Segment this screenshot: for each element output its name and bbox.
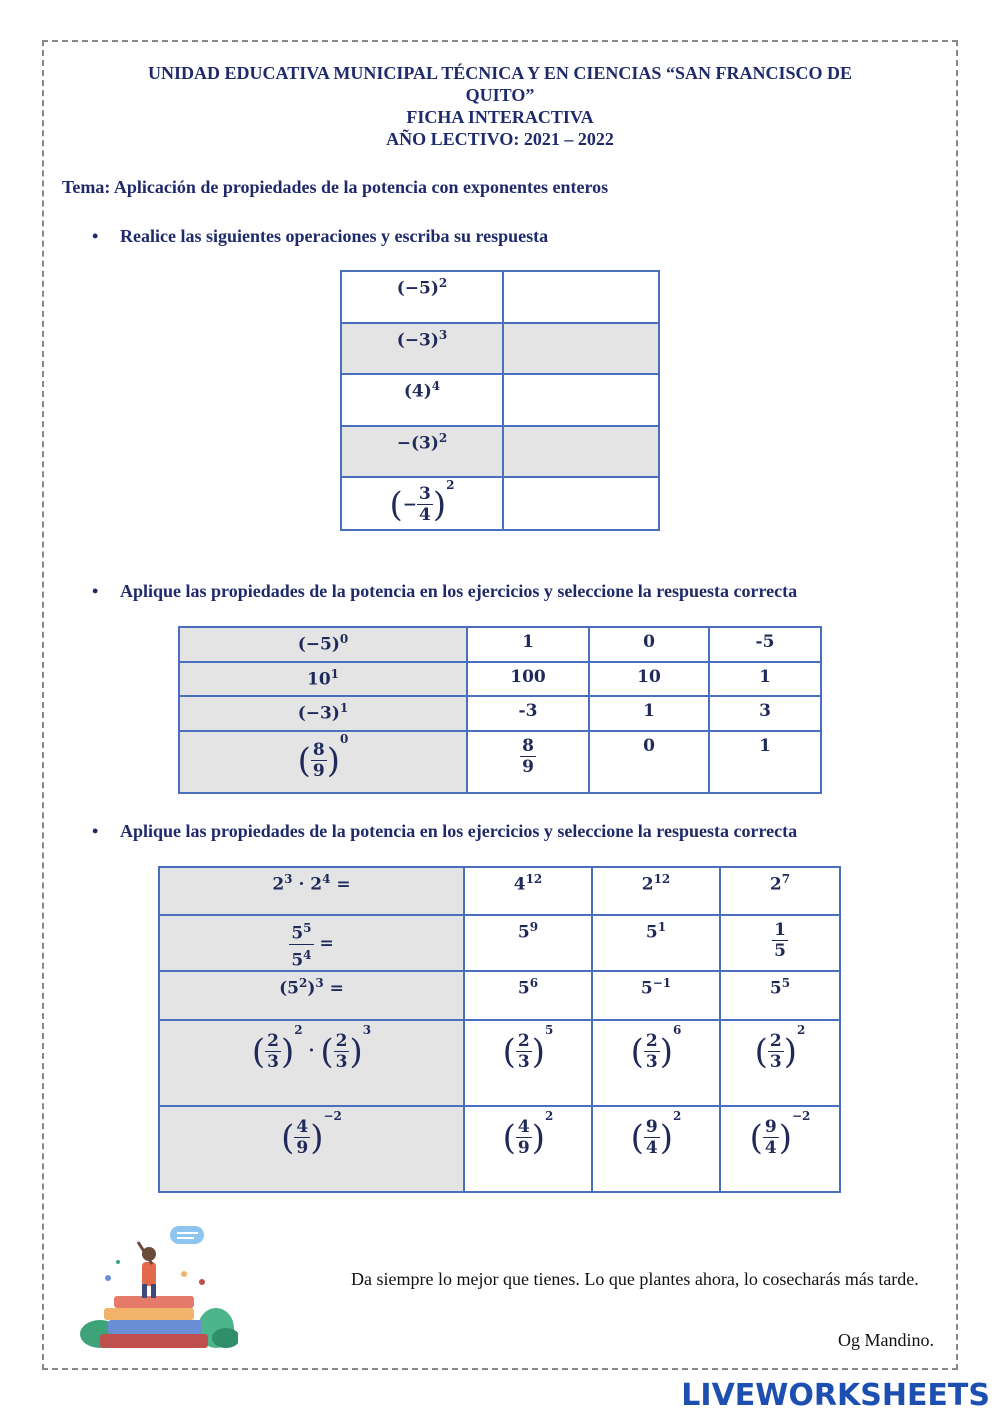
expression-cell: ( $\frac{2}{3}$ ) $^2$ · ( $\frac{2}{3}$ ) $^3$ xyxy=(159,1020,464,1106)
option-cell[interactable]: $\frac{1}{5}$ xyxy=(720,915,840,971)
expression-cell: $(-3)^1$ xyxy=(179,696,467,731)
option-cell[interactable]: 3 xyxy=(709,696,821,731)
option-cell[interactable]: $2^7$ xyxy=(720,867,840,915)
option-cell[interactable]: ( $\frac{9}{4}$ ) $^{-2}$ xyxy=(720,1106,840,1192)
option-cell[interactable]: ( $\frac{9}{4}$ ) $^2$ xyxy=(592,1106,720,1192)
option-cell[interactable]: 1 xyxy=(709,662,821,696)
expression-cell: $10^1$ xyxy=(179,662,467,696)
header-line-3: FICHA INTERACTIVA xyxy=(406,107,594,127)
option-cell[interactable]: $\frac{8}{9}$ xyxy=(467,731,589,793)
option-cell[interactable]: $5^6$ xyxy=(464,971,592,1020)
option-cell[interactable]: $5^{-1}$ xyxy=(592,971,720,1020)
section2-instruction: • Aplique las propiedades de la potencia en los ejercicios y seleccione la respuesta correcta xyxy=(92,581,798,601)
table-row xyxy=(341,271,659,323)
table-row xyxy=(179,731,821,793)
section1-table xyxy=(340,270,660,531)
expression-cell: $(-5)^0$ xyxy=(179,627,467,662)
table-row xyxy=(179,662,821,696)
answer-input[interactable] xyxy=(503,271,659,323)
option-cell[interactable]: -3 xyxy=(467,696,589,731)
option-cell[interactable]: 100 xyxy=(467,662,589,696)
option-cell[interactable]: ( $\frac{2}{3}$ ) $^2$ xyxy=(720,1020,840,1106)
header-line-1: UNIDAD EDUCATIVA MUNICIPAL TÉCNICA Y EN CIENCIAS “SAN FRANCISCO DE xyxy=(148,63,852,83)
option-cell[interactable]: ( $\frac{4}{9}$ ) $^2$ xyxy=(464,1106,592,1192)
option-cell[interactable]: $5^9$ xyxy=(464,915,592,971)
table-row xyxy=(159,1106,840,1192)
option-cell[interactable]: $5^1$ xyxy=(592,915,720,971)
bullet-icon: • xyxy=(92,581,99,601)
expression-cell: ( $\frac{4}{9}$ ) $^{-2}$ xyxy=(159,1106,464,1192)
expression-cell: $2^3 \cdot 2^4$ = xyxy=(159,867,464,915)
expression-cell: $(5^2)^3$ = xyxy=(159,971,464,1020)
expression-cell: $-(3)^2$ xyxy=(341,426,503,477)
expression-cell: $\frac{5^5}{5^4}$ = xyxy=(159,915,464,971)
table-row xyxy=(159,867,840,915)
option-cell[interactable]: 1 xyxy=(709,731,821,793)
table-row xyxy=(179,696,821,731)
logo-text: LIVEWORKSHEETS xyxy=(681,1378,990,1413)
answer-input[interactable] xyxy=(503,477,659,530)
section3-instruction: • Aplique las propiedades de la potencia en los ejercicios y seleccione la respuesta correcta xyxy=(92,821,798,841)
table-row xyxy=(159,915,840,971)
table-row xyxy=(341,374,659,426)
liveworksheets-logo xyxy=(681,1378,990,1413)
option-cell[interactable]: $5^5$ xyxy=(720,971,840,1020)
header-line-2: QUITO” xyxy=(465,85,535,105)
section2-table xyxy=(178,626,822,794)
option-cell[interactable]: 10 xyxy=(589,662,709,696)
answer-input[interactable] xyxy=(503,426,659,477)
section1-instruction: • Realice las siguientes operaciones y escriba su respuesta xyxy=(92,226,549,246)
table-row xyxy=(341,323,659,374)
topic-title: Tema: Aplicación de propiedades de la potencia con exponentes enteros xyxy=(62,177,609,197)
answer-input[interactable] xyxy=(503,374,659,426)
expression-cell: ( $\frac{8}{9}$ ) $^0$ xyxy=(179,731,467,793)
expression-cell: $(4)^4$ xyxy=(341,374,503,426)
option-cell[interactable]: $2^{12}$ xyxy=(592,867,720,915)
table-row xyxy=(159,1020,840,1106)
motivational-quote: Da siempre lo mejor que tienes. Lo que plantes ahora, lo cosecharás más tarde. xyxy=(351,1269,919,1289)
table-row xyxy=(179,627,821,662)
bullet-icon: • xyxy=(92,821,99,841)
quote-author: Og Mandino. xyxy=(838,1330,934,1350)
expression-cell: $(-3)^3$ xyxy=(341,323,503,374)
option-cell[interactable]: -5 xyxy=(709,627,821,662)
answer-input[interactable] xyxy=(503,323,659,374)
expression-cell: $(-5)^2$ xyxy=(341,271,503,323)
option-cell[interactable]: ( $\frac{2}{3}$ ) $^5$ xyxy=(464,1020,592,1106)
option-cell[interactable]: 1 xyxy=(589,696,709,731)
option-cell[interactable]: ( $\frac{2}{3}$ ) $^6$ xyxy=(592,1020,720,1106)
expression-cell: ( − $\frac{3}{4}$ ) $^2$ xyxy=(341,477,503,530)
table-row xyxy=(159,971,840,1020)
option-cell[interactable]: 0 xyxy=(589,627,709,662)
student-books-illustration xyxy=(78,1222,238,1354)
school-header xyxy=(60,62,940,150)
header-line-4: AÑO LECTIVO: 2021 – 2022 xyxy=(386,129,614,149)
table-row xyxy=(341,426,659,477)
option-cell[interactable]: $4^{12}$ xyxy=(464,867,592,915)
option-cell[interactable]: 0 xyxy=(589,731,709,793)
bullet-icon: • xyxy=(92,226,99,246)
section3-table xyxy=(158,866,841,1193)
table-row xyxy=(341,477,659,530)
option-cell[interactable]: 1 xyxy=(467,627,589,662)
